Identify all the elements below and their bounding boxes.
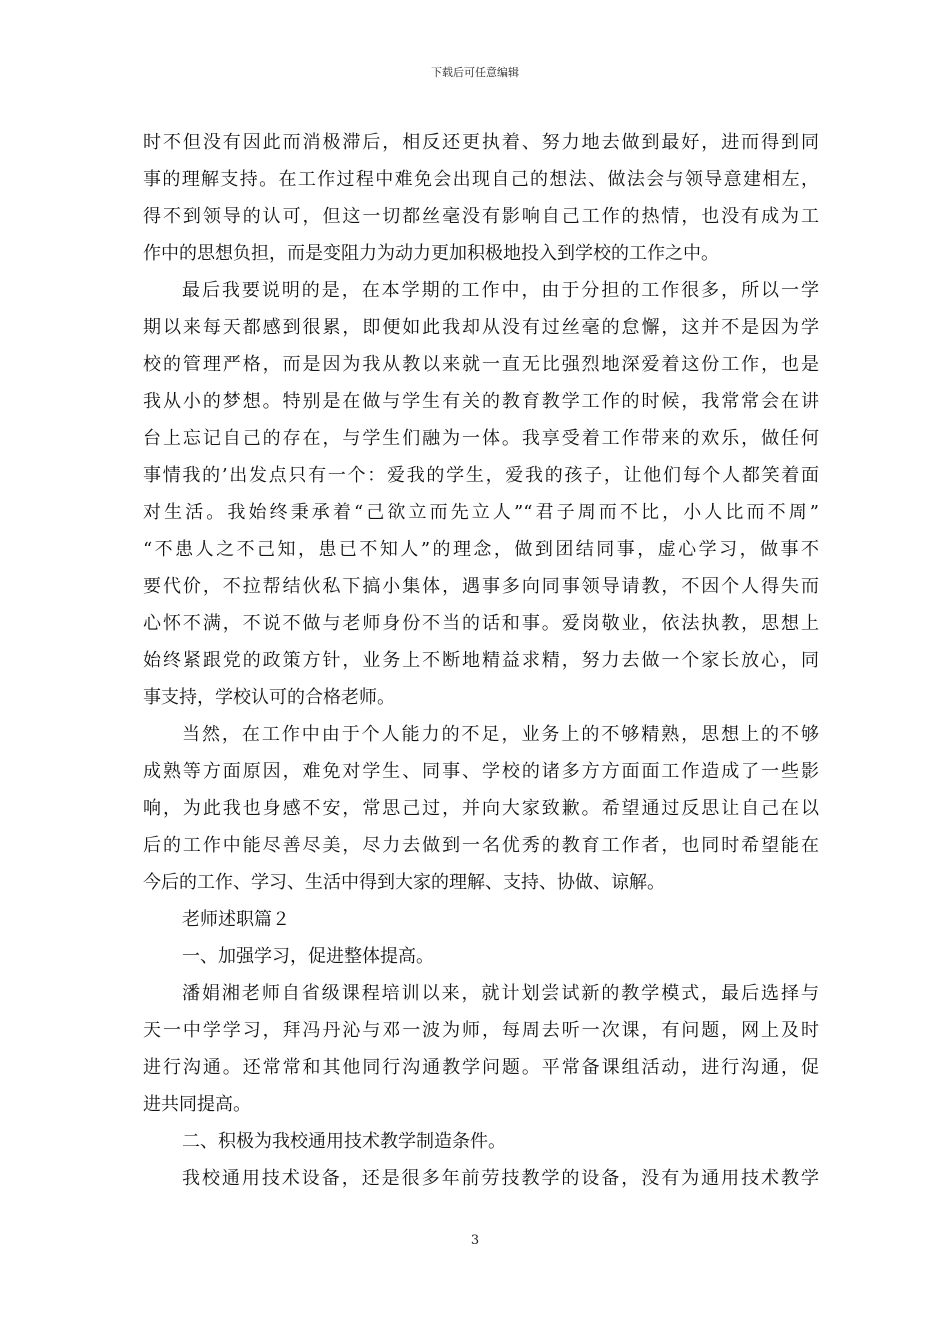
- text-line: 得不到领导的认可，但这一切都丝毫没有影响自己工作的热情，也没有成为工: [143, 206, 819, 227]
- text-line: “不患人之不己知，患已不知人”的理念，做到团结同事，虚心学习，做事不: [143, 539, 819, 560]
- page-header: 下载后可任意编辑: [431, 66, 519, 79]
- page-number: 3: [470, 1233, 480, 1248]
- text-line: 事情我的’出发点只有一个：爱我的学生，爱我的孩子，让他们每个人都笑着面: [143, 465, 819, 486]
- text-line: 最后我要说明的是，在本学期的工作中，由于分担的工作很多，所以一学: [182, 280, 819, 301]
- text-line: 响，为此我也身感不安，常思己过，并向大家致歉。希望通过反思让自己在以: [143, 798, 819, 819]
- text-line: 成熟等方面原因，难免对学生、同事、学校的诸多方方面面工作造成了一些影: [143, 761, 819, 782]
- text-line: 台上忘记自己的存在，与学生们融为一体。我享受着工作带来的欢乐，做任何: [143, 428, 819, 449]
- section-heading: [143, 1123, 819, 1160]
- paragraph: [143, 975, 819, 1123]
- text-line: 二、积极为我校通用技术教学制造条件。: [182, 1131, 506, 1152]
- text-line: 老师述职篇２: [182, 909, 290, 930]
- text-line: 始终紧跟党的政策方针，业务上不断地精益求精，努力去做一个家长放心，同: [143, 650, 819, 671]
- text-line: 要代价，不拉帮结伙私下搞小集体，遇事多向同事领导请教，不因个人得失而: [143, 576, 819, 597]
- text-line: 进行沟通。还常常和其他同行沟通教学问题。平常备课组活动，进行沟通，促: [143, 1057, 819, 1078]
- text-line: 进共同提高。: [143, 1094, 251, 1115]
- text-line: 潘娟湘老师自省级课程培训以来，就计划尝试新的教学模式，最后选择与: [182, 983, 819, 1004]
- text-line: 作中的思想负担，而是变阻力为动力更加积极地投入到学校的工作之中。: [143, 243, 719, 264]
- document-body: [143, 124, 819, 1197]
- text-line: 事的理解支持。在工作过程中难免会出现自己的想法、做法会与领导意建相左，: [143, 169, 819, 190]
- section-heading: [143, 901, 819, 938]
- text-line: 后的工作中能尽善尽美，尽力去做到一名优秀的教育工作者，也同时希望能在: [143, 835, 819, 856]
- text-line: 天一中学学习，拜冯丹沁与邓一波为师，每周去听一次课，有问题，网上及时: [143, 1020, 819, 1041]
- text-line: 今后的工作、学习、生活中得到大家的理解、支持、协做、谅解。: [143, 872, 665, 893]
- text-line: 当然，在工作中由于个人能力的不足，业务上的不够精熟，思想上的不够: [182, 724, 819, 745]
- text-line: 校的管理严格，而是因为我从教以来就一直无比强烈地深爱着这份工作，也是: [143, 354, 819, 375]
- paragraph: [143, 1160, 819, 1197]
- text-line: 对生活。我始终秉承着“己欲立而先立人”“君子周而不比，小人比而不周”: [143, 502, 819, 523]
- paragraph: [143, 716, 819, 901]
- text-line: 我从小的梦想。特别是在做与学生有关的教育教学工作的时候，我常常会在讲: [143, 391, 819, 412]
- section-heading: [143, 938, 819, 975]
- text-line: 一、加强学习，促进整体提高。: [182, 946, 434, 967]
- paragraph: [143, 272, 819, 716]
- text-line: 我校通用技术设备，还是很多年前劳技教学的设备，没有为通用技术教学: [182, 1168, 819, 1189]
- paragraph: [143, 124, 819, 272]
- text-line: 心怀不满，不说不做与老师身份不当的话和事。爱岗敬业，依法执教，思想上: [143, 613, 819, 634]
- text-line: 时不但没有因此而消极滞后，相反还更执着、努力地去做到最好，进而得到同: [143, 132, 819, 153]
- text-line: 期以来每天都感到很累，即便如此我却从没有过丝毫的怠懈，这并不是因为学: [143, 317, 819, 338]
- text-line: 事支持，学校认可的合格老师。: [143, 687, 395, 708]
